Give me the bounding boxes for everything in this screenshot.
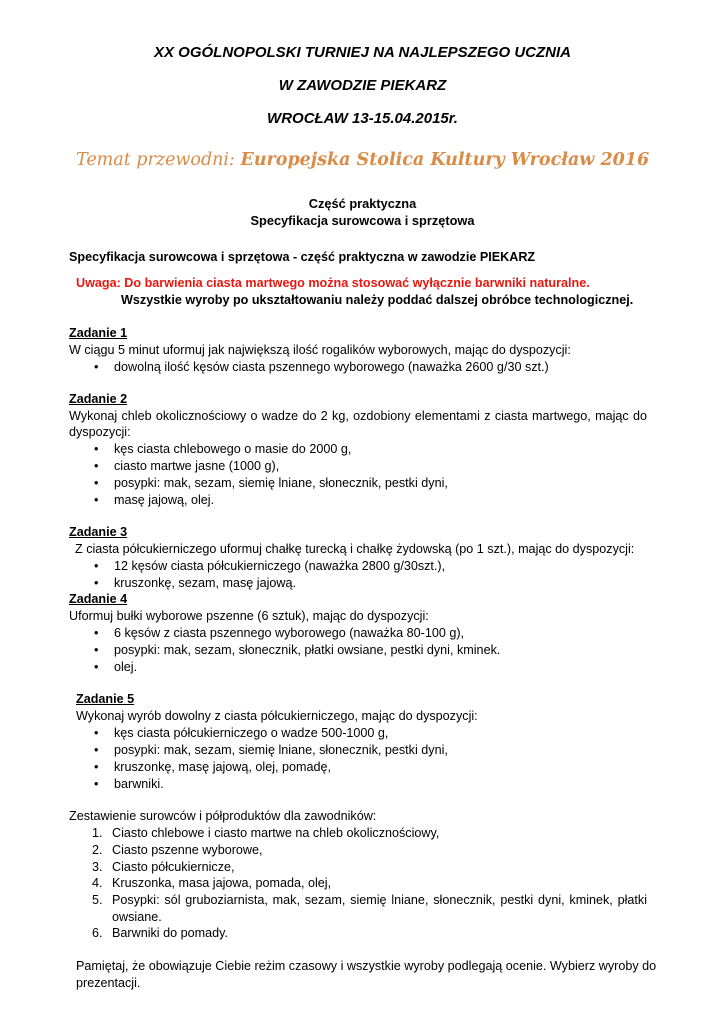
task-2-item: • kęs ciasta chlebowego o masie do 2000 g,	[94, 442, 352, 456]
task-1-item: • dowolną ilość kęsów ciasta pszennego wyborowego (naważka 2600 g/30 szt.)	[94, 360, 549, 374]
closing-line-2: prezentacji.	[76, 976, 141, 990]
summary-item: 4. Kruszonka, masa jajowa, pomada, olej,	[92, 876, 332, 890]
task-2-item: • masę jajową, olej.	[94, 493, 215, 507]
summary-item: 2. Ciasto pszenne wyborowe,	[92, 843, 263, 857]
task-3-item: • kruszonkę, sezam, masę jajową.	[94, 576, 296, 590]
bullet-icon: •	[94, 360, 99, 374]
header-line-2: W ZAWODZIE PIEKARZ	[278, 77, 447, 94]
summary-item: 6. Barwniki do pomady.	[92, 926, 228, 940]
bullet-icon: •	[94, 726, 99, 740]
bullet-icon: •	[94, 459, 99, 473]
section-part: Część praktyczna	[308, 196, 417, 211]
theme-prefix: Temat przewodni:	[76, 150, 241, 170]
task-4-item: • posypki: mak, sezam, słonecznik, płatki owsiane, pestki dyni, kminek.	[94, 643, 501, 657]
bullet-icon: •	[94, 442, 99, 456]
summary-item: 5. Posypki: sól gruboziarnista, mak, sezam, siemię lniane, słonecznik, pestki dyni, kminek, płatki	[92, 893, 647, 907]
task-2-title: Zadanie 2	[69, 392, 128, 406]
summary-item: 3. Ciasto półcukiernicze,	[92, 860, 235, 874]
bullet-icon: •	[94, 760, 99, 774]
closing-line-1: Pamiętaj, że obowiązuje Ciebie reżim czasowy i wszystkie wyroby podlegają ocenie. Wybierz wyroby do	[76, 959, 657, 973]
section-spec: Specyfikacja surowcowa i sprzętowa	[250, 213, 475, 228]
task-5-item: • posypki: mak, sezam, siemię lniane, słonecznik, pestki dyni,	[94, 743, 448, 757]
theme-name: Europejska Stolica Kultury Wrocław 2016	[240, 150, 650, 170]
warning-text: Uwaga: Do barwienia ciasta martwego można stosować wyłącznie barwniki naturalne.	[76, 276, 590, 290]
task-1-desc: W ciągu 5 minut uformuj jak największą ilość rogalików wyborowych, mając do dyspozycji:	[69, 343, 571, 357]
bullet-icon: •	[94, 476, 99, 490]
bullet-icon: •	[94, 576, 99, 590]
summary-title: Zestawienie surowców i półproduktów dla zawodników:	[69, 809, 377, 823]
task-3-title: Zadanie 3	[69, 525, 128, 539]
bullet-icon: •	[94, 660, 99, 674]
summary-item-cont: owsiane.	[112, 910, 162, 924]
bullet-icon: •	[94, 643, 99, 657]
task-1-title: Zadanie 1	[69, 326, 128, 340]
task-4-title: Zadanie 4	[69, 592, 128, 606]
task-3-item: • 12 kęsów ciasta półcukierniczego (naważka 2800 g/30szt.),	[94, 559, 446, 573]
task-4-desc: Uformuj bułki wyborowe pszenne (6 sztuk), mając do dyspozycji:	[69, 609, 429, 623]
task-5-item: • barwniki.	[94, 777, 164, 791]
bullet-icon: •	[94, 559, 99, 573]
task-5-desc: Wykonaj wyrób dowolny z ciasta półcukierniczego, mając do dyspozycji:	[76, 709, 478, 723]
summary-item: 1. Ciasto chlebowe i ciasto martwe na chleb okolicznościowy,	[92, 826, 440, 840]
task-2-desc: Wykonaj chleb okolicznościowy o wadze do 2 kg, ozdobiony elementami z ciasta martwego, mając do	[69, 409, 647, 423]
bullet-icon: •	[94, 493, 99, 507]
header-line-1: XX OGÓLNOPOLSKI TURNIEJ NA NAJLEPSZEGO UCZNIA	[154, 44, 571, 61]
task-4-item: • 6 kęsów z ciasta pszennego wyborowego (naważka 80-100 g),	[94, 626, 465, 640]
task-2-desc-cont: dyspozycji:	[69, 425, 131, 439]
task-3-desc: Z ciasta półcukierniczego uformuj chałkę turecką i chałkę żydowską (po 1 szt.), mając do dyspozycji:	[75, 542, 635, 556]
bullet-icon: •	[94, 626, 99, 640]
spec-heading: Specyfikacja surowcowa i sprzętowa - część praktyczna w zawodzie PIEKARZ	[69, 250, 536, 264]
task-2-item: • ciasto martwe jasne (1000 g),	[94, 459, 280, 473]
task-5-item: • kęs ciasta półcukierniczego o wadze 500-1000 g,	[94, 726, 389, 740]
header-line-3: WROCŁAW 13-15.04.2015r.	[267, 110, 458, 127]
task-2-item: • posypki: mak, sezam, siemię lniane, słonecznik, pestki dyni,	[94, 476, 448, 490]
theme-line	[76, 150, 649, 170]
task-5-item: • kruszonkę, masę jajową, olej, pomadę,	[94, 760, 332, 774]
note-text: Wszystkie wyroby po ukształtowaniu należy poddać dalszej obróbce technologicznej.	[121, 293, 634, 307]
bullet-icon: •	[94, 743, 99, 757]
task-4-item: • olej.	[94, 660, 138, 674]
bullet-icon: •	[94, 777, 99, 791]
task-5-title: Zadanie 5	[76, 692, 135, 706]
